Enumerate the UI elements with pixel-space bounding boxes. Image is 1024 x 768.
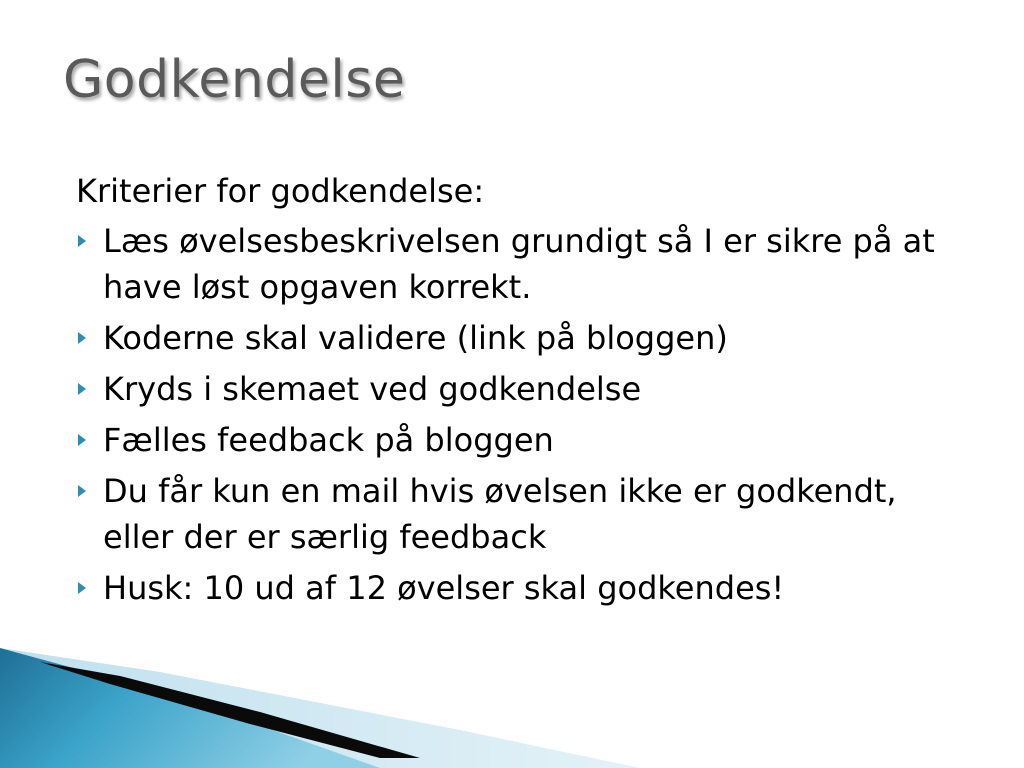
- bullet-text: Du får kun en mail hvis øvelsen ikke er godkendt, eller der er særlig feedback: [103, 472, 897, 556]
- triangle-right-icon: [78, 383, 86, 395]
- list-item: [76, 417, 976, 463]
- list-item: [76, 565, 976, 611]
- list-item: [76, 218, 976, 310]
- bullet-text: Kryds i skemaet ved godkendelse: [103, 370, 642, 408]
- bullet-text: Læs øvelsesbeskrivelsen grundigt så I er sikre på at have løst opgaven korrekt.: [103, 222, 935, 306]
- bullet-text: Koderne skal validere (link på bloggen): [103, 319, 728, 357]
- triangle-right-icon: [78, 434, 86, 446]
- bullet-text: Husk: 10 ud af 12 øvelser skal godkendes!: [103, 569, 785, 607]
- list-item: [76, 315, 976, 361]
- triangle-right-icon: [78, 485, 86, 497]
- slide-title: Godkendelse: [63, 50, 406, 110]
- bullet-list: [76, 218, 976, 611]
- triangle-right-icon: [78, 582, 86, 594]
- triangle-right-icon: [78, 332, 86, 344]
- list-item: [76, 366, 976, 412]
- bullet-text: Fælles feedback på bloggen: [103, 421, 554, 459]
- slide-content: [76, 168, 976, 616]
- list-item: [76, 468, 976, 560]
- triangle-right-icon: [78, 235, 86, 247]
- intro-text: Kriterier for godkendelse:: [76, 172, 485, 210]
